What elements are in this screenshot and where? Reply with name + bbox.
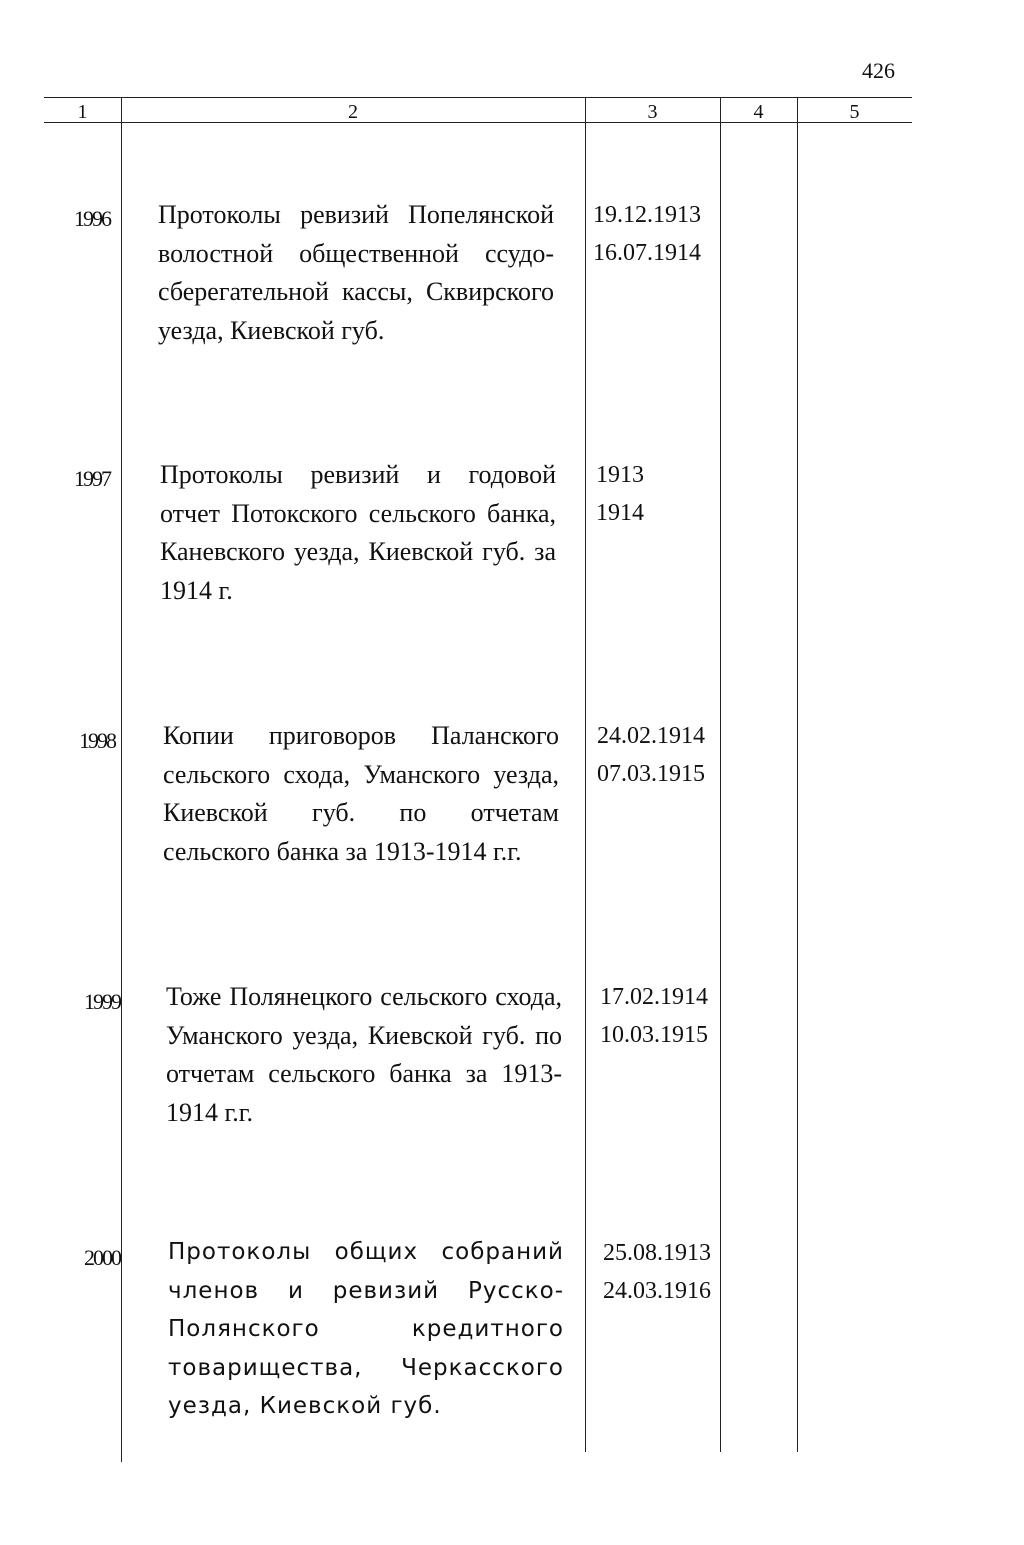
entry-date-start: 19.12.1913 bbox=[593, 202, 701, 228]
entry-date-end: 1914 bbox=[596, 500, 644, 526]
entry-title: Протоколы общих собраний членов и ревизий Русско-Полянского кредитного товарищества, Черкасского уезда, Киевской губ. bbox=[168, 1239, 564, 1419]
column-divider-2 bbox=[585, 97, 586, 1452]
table-top-rule bbox=[44, 97, 912, 98]
column-divider-3 bbox=[720, 97, 721, 1452]
page-number: 426 bbox=[862, 58, 895, 83]
entry-date-start: 25.08.1913 bbox=[603, 1240, 711, 1266]
entry-title: Копии приговоров Паланского сельского схода, Уманского уезда, Киевской губ. по отчетам сельского банка за 1913-1914 г.г. bbox=[163, 721, 559, 866]
column-header-3: 3 bbox=[647, 101, 658, 123]
entry-title: Протоколы ревизий Попелянской волостной общественной ссудо-сберегательной кассы, Сквирского уезда, Киевской губ. bbox=[158, 200, 554, 345]
entry-number: 1998 bbox=[79, 728, 115, 753]
column-header-5: 5 bbox=[849, 101, 860, 123]
entry-number: 1997 bbox=[74, 466, 110, 491]
entry-date-end: 24.03.1916 bbox=[603, 1278, 711, 1304]
entry-date-start: 24.02.1914 bbox=[597, 723, 705, 749]
entry-number: 2000 bbox=[84, 1245, 120, 1270]
column-header-4: 4 bbox=[753, 101, 764, 123]
entry-title: Тоже Полянецкого сельского схода, Уманского уезда, Киевской губ. по отчетам сельского банка за 1913-1914 г.г. bbox=[166, 982, 562, 1127]
entry-date-start: 1913 bbox=[596, 462, 644, 488]
entry-number: 1999 bbox=[84, 989, 120, 1014]
entry-number: 1996 bbox=[74, 206, 110, 231]
entry-date-end: 10.03.1915 bbox=[600, 1022, 708, 1048]
column-divider-1 bbox=[121, 97, 122, 1462]
column-header-1: 1 bbox=[77, 101, 88, 123]
entry-date-start: 17.02.1914 bbox=[600, 984, 708, 1010]
column-divider-4 bbox=[797, 97, 798, 1452]
entry-date-end: 16.07.1914 bbox=[593, 240, 701, 266]
entry-date-end: 07.03.1915 bbox=[597, 761, 705, 787]
entry-title: Протоколы ревизий и годовой отчет Потокского сельского банка, Каневского уезда, Киевской губ. за 1914 г. bbox=[160, 460, 556, 605]
column-header-2: 2 bbox=[348, 101, 358, 123]
